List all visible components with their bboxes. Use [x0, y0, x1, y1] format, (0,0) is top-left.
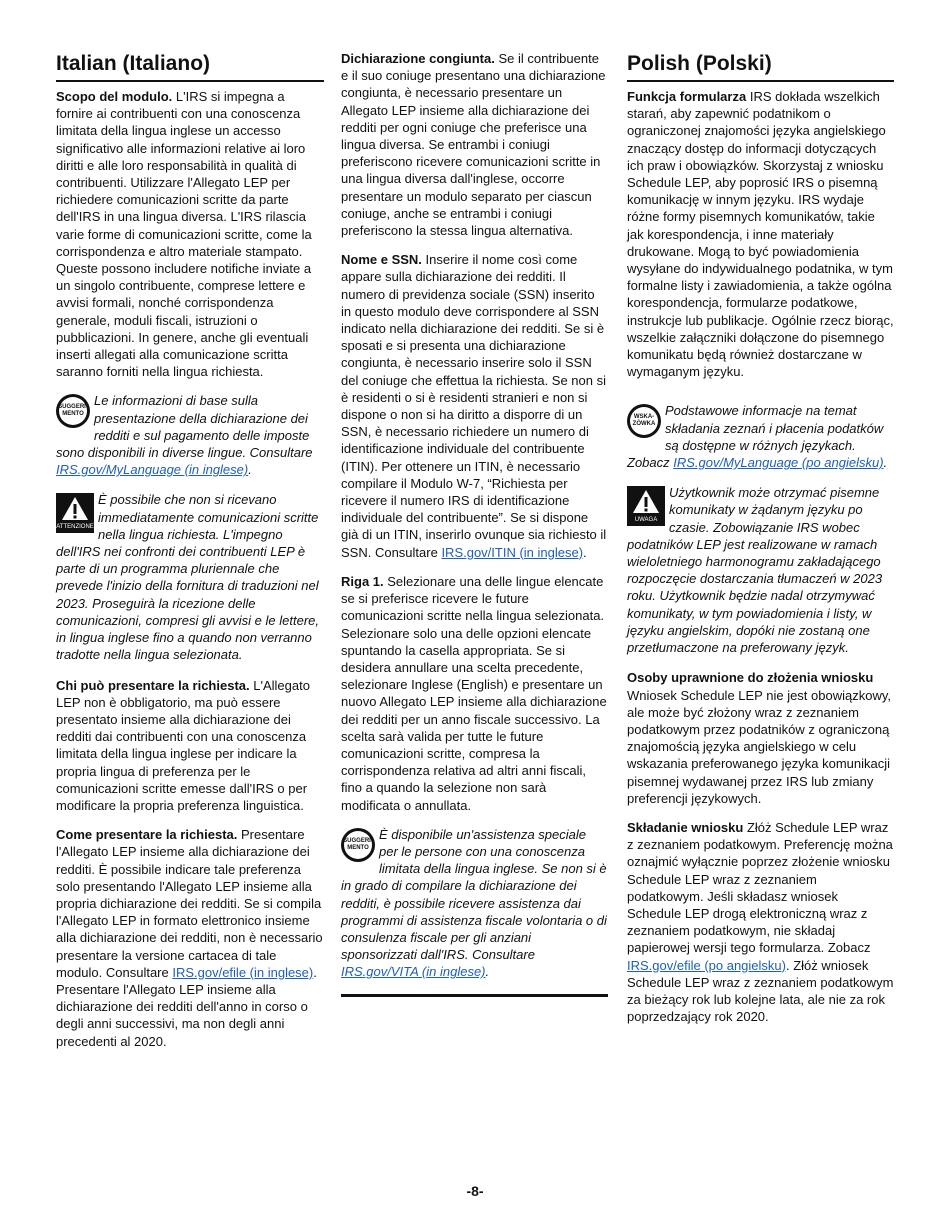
tip-icon [56, 394, 90, 428]
italian-scope-title: Scopo del modulo. [56, 89, 173, 104]
polish-purpose-paragraph: Funkcja formularza IRS dokłada wszelkich starań, aby zapewnić podatnikom o ograniczonej znajomości języka angielskiego znaczący dostęp do informacji dotyczących ich praw i obowiązków. Skorzystaj z wniosku Schedule LEP, aby poprosić IRS o pisemną komunikację w innym języku. IRS wydaje różne formy pisemnych komunikatów, takie jak korespondencja, i inne materiały drukowane. Mogą to być powiadomienia wysyłane do indywidualnego podatnika, w tym formalne listy i zawiadomienia, a także ogólna korespondencja, formularze podatkowe, instrukcje lub publikacje. Ogólnie rzecz biorąc, wszelkie załączniki dołączone do pisemnego komunikatu będą również dostarczane w wymaganym języku. [627, 89, 894, 380]
polish-filing-paragraph: Składanie wniosku Złóż Schedule LEP wraz z zeznaniem podatkowym. Preferencję można oznajmić wyłącznie poprzez złożenie wniosku Schedule LEP wraz z zeznaniem podatkowym. Jeśli składasz wniosek Schedule LEP drogą elektroniczną wraz z zeznaniem podatkowym, nie składaj papierowej wersji tego formularza. Zobacz IRS.gov/efile (po angielsku). Złóż wniosek Schedule LEP wraz z zeznaniem podatkowym za bieżący rok lub kolejne lata, ale nie za rok poprzedzający rok 2020. [627, 819, 894, 1025]
italian-name-ssn-title: Nome e SSN. [341, 252, 422, 268]
italian-who-text: L'Allegato LEP non è obbligatorio, ma può essere presentato insieme alla dichiarazione dei redditi dai contribuenti con una conoscenza limitata della lingua inglese per indicare la propria lingua di preferenza per le comunicazioni scritte emesse dall'IRS o per modificare la propria preferenza linguistica. [56, 677, 310, 813]
polish-caution-note: UWAGA Użytkownik może otrzymać pisemne komunikaty w żądanym języku po czasie. Zobowiązanie IRS wobec podatników LEP jest realizowane w ramach wieloletniego harmonogramu zakładającego rozpoczęcie dostarczania tłumaczeń w 2023 roku. Użytkownik będzie nadal otrzymywać komunikaty, w tym powiadomienia i listy, w języku angielskim, dopóki nie zostaną one przetłumaczone na preferowany język. [627, 485, 883, 656]
italian-tip-note: SUGGERI-MENTO Le informazioni di base sulla presentazione della dichiarazione dei redditi e sul pagamento delle imposte sono disponibili in diverse lingue. Consultare IRS.gov/MyLanguage (in inglese). [56, 393, 313, 478]
polish-filing-title: Składanie wniosku [627, 819, 744, 835]
italian-who-paragraph [56, 677, 324, 815]
italian-caution-text: È possibile che non si ricevano immediatamente comunicazioni scritte nella lingua richiesta. L'impegno dell'IRS nei confronti dei contribuenti LEP è parte di un programma pluriennale che prevede l'inizio della fornitura di traduzioni nel 2023. Proseguirà la ricezione delle comunicazioni, compresi gli avvisi e le lettere, in lingua inglese fino a quando non verranno tradotte nella lingua selezionata. [56, 492, 319, 663]
caution-icon-label: UWAGA [634, 517, 658, 524]
caution-icon-label: ATTENZIONE [56, 524, 94, 531]
polish-purpose-title: Funkcja formularza [627, 89, 747, 104]
italian-how-title: Come presentare la richiesta. [56, 827, 238, 843]
italian-scope-text: L'IRS si impegna a fornire ai contribuenti con una conoscenza limitata della lingua inglese un accesso significativo alle informazioni relative ai loro diritti e alle loro responsabilità in qualità di contribuenti. Utilizzare l'Allegato LEP per richiedere comunicazioni scritte da parte dell'IRS in una lingua diversa. L'IRS rilascia varie forme di comunicazioni scritte, come la corrispondenza e altro materiale stampato. Queste possono includere notifiche inviate a un singolo contribuente, comprese lettere e avvisi formali, nonché corrispondenza generale, moduli fiscali, istruzioni o pubblicazioni. In genere, anche gli eventuali inserti allegati alla comunicazione scritta saranno forniti nella lingua richiesta. [56, 89, 312, 380]
tip-icon-label: SUGGERI-MENTO [59, 397, 87, 425]
itin-link[interactable]: IRS.gov/ITIN (in inglese) [441, 544, 584, 560]
italian-caution-note [56, 491, 324, 663]
page-number: -8- [466, 1183, 484, 1199]
italian-name-ssn-paragraph: Nome e SSN. Inserire il nome così come appare sulla dichiarazione dei redditi. Il numero di previdenza sociale (SSN) inserito in questo modulo deve corrispondere al SSN indicato nella dichiarazione dei redditi. Se si è sposati e si presenta una dichiarazione congiunta, è necessario inserire solo il SSN del coniuge che effettua la richiesta. Se non si è residenti o si è residenti stranieri e non si dispone o non si ha diritto a disporre di un SSN, è necessario richiedere un numero di identificazione individuale del contribuente (ITIN). Per ottenere un ITIN, è necessario compilare il Modulo W-7, “Richiesta per ricevere il numero IRS di identificazione individuale del contribuente”. Se si dispone già di un ITIN, inserirlo ovunque sia richiesto il SSN. Consultare IRS.gov/ITIN (in inglese). [341, 252, 607, 560]
tip-icon [627, 404, 661, 438]
italian-joint-title: Dichiarazione congiunta. [341, 51, 495, 66]
caution-icon [627, 486, 665, 526]
italian-who-title: Chi può presentare la richiesta. [56, 677, 250, 693]
mylanguage-link[interactable]: IRS.gov/MyLanguage (in inglese) [56, 462, 249, 478]
tip-icon-label: SUGGERI-MENTO [344, 831, 372, 859]
section-end-rule [341, 994, 608, 997]
polish-heading: Polish (Polski) [627, 50, 894, 82]
column-italian-1 [56, 50, 324, 1062]
polish-tip-note: WSKA-ZÓWKA Podstawowe informacje na temat składania zeznań i płacenia podatków są dostępne w różnych językach. Zobacz IRS.gov/MyLanguage (po angielsku). [627, 403, 888, 471]
polish-who-paragraph: Osoby uprawnione do złożenia wniosku Wniosek Schedule LEP nie jest obowiązkowy, ale może być złożony wraz z zeznaniem podatkowym przez podatników z ograniczoną znajomością języka angielskiego w celu wskazania preferowanego języka komunikacji pisemnej wydawanej przez IRS lub zmiany preferencji językowych. [627, 670, 891, 806]
italian-tip2-note: SUGGERI-MENTO È disponibile un'assistenza speciale per le persone con una conoscenza limitata della lingua inglese. Se non si è in grado di compilare la dichiarazione dei redditi, è possibile ricevere assistenza dai programmi di assistenza fiscale volontaria o di consulenza fiscale per gli anziani sponsorizzati dall'IRS. Consultare IRS.gov/VITA (in inglese). [341, 826, 607, 980]
vita-link[interactable]: IRS.gov/VITA (in inglese) [341, 964, 486, 980]
caution-icon [56, 493, 94, 533]
italian-heading: Italian (Italiano) [56, 50, 324, 82]
italian-how-paragraph: Come presentare la richiesta. Presentare l'Allegato LEP insieme alla dichiarazione dei redditi. È possibile indicare tale preferenza solo presentando l'Allegato LEP insieme alla propria dichiarazione dei redditi. Se si compila l'Allegato LEP in formato elettronico insieme alla dichiarazione dei redditi, non è necessario presentare la versione cartacea di tale modulo. Consultare IRS.gov/efile (in inglese). Presentare l'Allegato LEP insieme alla dichiarazione dei redditi dell'anno in corso o degli anni successivi, ma non degli anni precedenti al 2020. [56, 827, 323, 1049]
italian-joint-paragraph: Dichiarazione congiunta. Se il contribuente e il suo coniuge presentano una dichiarazione congiunta, è necessario presentare un Allegato LEP insieme alla dichiarazione dei redditi per ogni coniuge che preferisce una lingua diversa. Se entrambi i coniugi preferiscono ricevere comunicazioni scritte in una lingua diversa dall'inglese, occorre presentare un modulo separato per ciascun coniuge, anche se entrambi i coniugi preferiscono la stessa lingua alternativa. [341, 51, 606, 239]
column-polish [627, 50, 894, 1037]
mylanguage-link[interactable]: IRS.gov/MyLanguage (po angielsku) [673, 455, 884, 471]
italian-tip-text: Le informazioni di base sulla presentazione della dichiarazione dei redditi e sul pagamento delle imposte sono disponibili in diverse lingue. Consultare [56, 393, 313, 461]
tip-icon-label: WSKA-ZÓWKA [630, 407, 658, 435]
italian-scope-paragraph [56, 88, 324, 380]
italian-line1-paragraph: Riga 1. Selezionare una delle lingue elencate se si preferisce ricevere le future comunicazioni scritte nella lingua selezionata. Selezionare solo una delle opzioni elencate spuntando la casella appropriata. Se si desidera annullare una scelta precedente, selezionare Inglese (English) e presentare un nuovo Allegato LEP insieme alla dichiarazione dei redditi per un anno fiscale successivo. La scelta sarà valida per tutte le future comunicazioni scritte, compresa la corrispondenza relativa ad altri anni fiscali, fino a quando la selezione non sarà modificata o annullata. [341, 573, 607, 813]
polish-who-title: Osoby uprawnione do złożenia wniosku [627, 670, 874, 686]
tip-icon [341, 828, 375, 862]
efile-link[interactable]: IRS.gov/efile (po angielsku) [627, 957, 786, 973]
column-italian-2 [341, 50, 608, 997]
italian-line1-title: Riga 1. [341, 573, 384, 589]
efile-link[interactable]: IRS.gov/efile (in inglese) [172, 964, 314, 980]
